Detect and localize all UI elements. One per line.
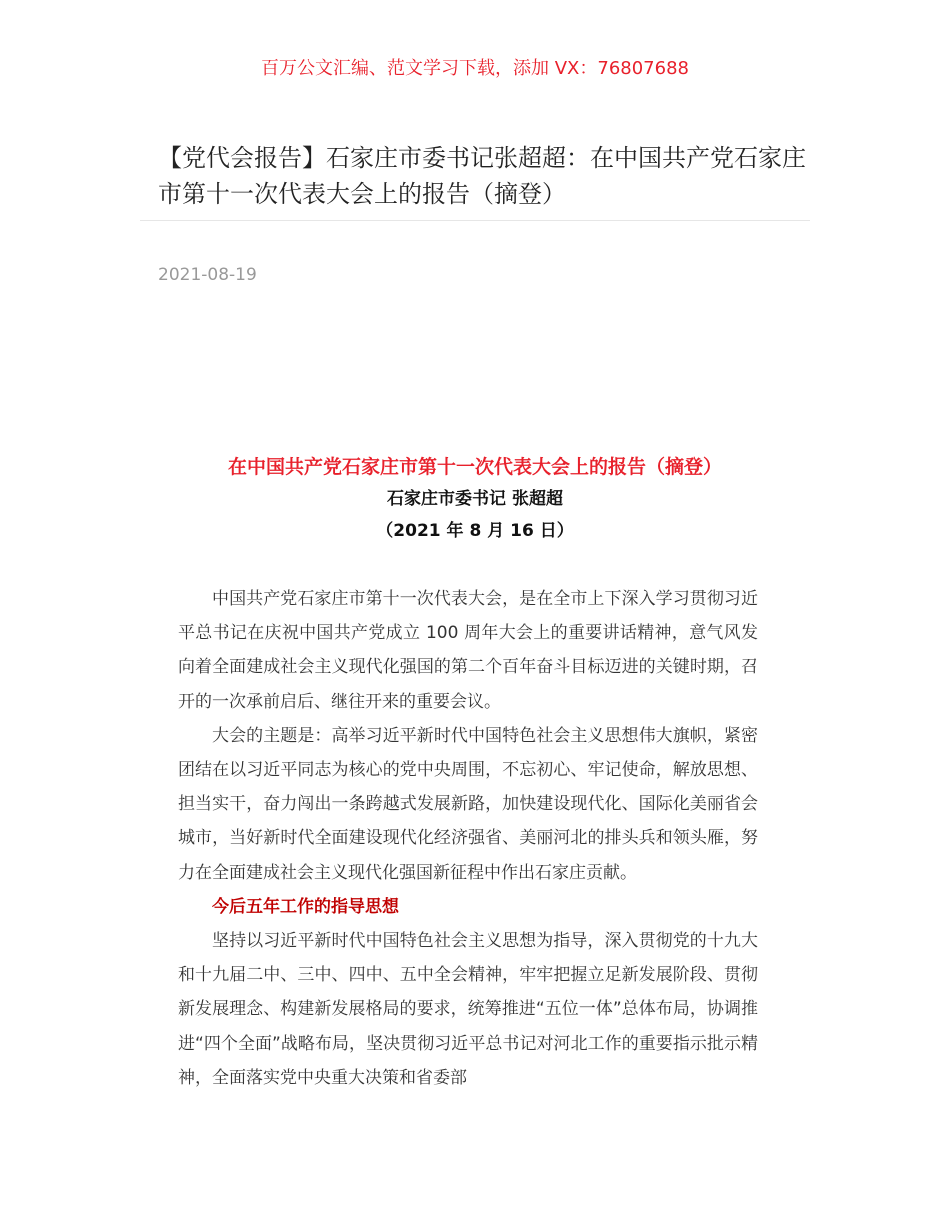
- section-subheading: 今后五年工作的指导思想: [212, 896, 399, 917]
- report-header: [0, 452, 950, 546]
- promo-banner: 百万公文汇编、范文学习下载，添加 VX：76807688: [261, 58, 689, 79]
- title-divider: [140, 220, 810, 221]
- body-paragraph: 中国共产党石家庄市第十一次代表大会，是在全市上下深入学习贯彻习近平总书记在庆祝中国共产党成立 100 周年大会上的重要讲话精神，意气风发向着全面建成社会主义现代化强国的第二个百年奋斗目标迈进的关键时期，召开的一次承前启后、继往开来的重要会议。: [178, 589, 758, 712]
- report-date: （2021 年 8 月 16 日）: [376, 521, 574, 541]
- body-paragraph: 大会的主题是：高举习近平新时代中国特色社会主义思想伟大旗帜，紧密团结在以习近平同志为核心的党中央周围，不忘初心、牢记使命，解放思想、担当实干，奋力闯出一条跨越式发展新路，加快建设现代化、国际化美丽省会城市，当好新时代全面建设现代化经济强省、美丽河北的排头兵和领头雁，努力在全面建成社会主义现代化强国新征程中作出石家庄贡献。: [178, 725, 758, 883]
- article-body: [178, 582, 758, 1095]
- publish-date: 2021-08-19: [158, 265, 257, 285]
- body-paragraph: 坚持以习近平新时代中国特色社会主义思想为指导，深入贯彻党的十九大和十九届二中、三中、四中、五中全会精神，牢牢把握立足新发展阶段、贯彻新发展理念、构建新发展格局的要求，统筹推进“五位一体”总体布局，协调推进“四个全面”战略布局，坚决贯彻习近平总书记对河北工作的重要指示批示精神，全面落实党中央重大决策和省委部: [178, 931, 758, 1088]
- report-author: 石家庄市委书记 张超超: [387, 489, 563, 509]
- article-title: 【党代会报告】石家庄市委书记张超超：在中国共产党石家庄市第十一次代表大会上的报告（摘登）: [158, 144, 806, 208]
- report-title: 在中国共产党石家庄市第十一次代表大会上的报告（摘登）: [227, 456, 722, 478]
